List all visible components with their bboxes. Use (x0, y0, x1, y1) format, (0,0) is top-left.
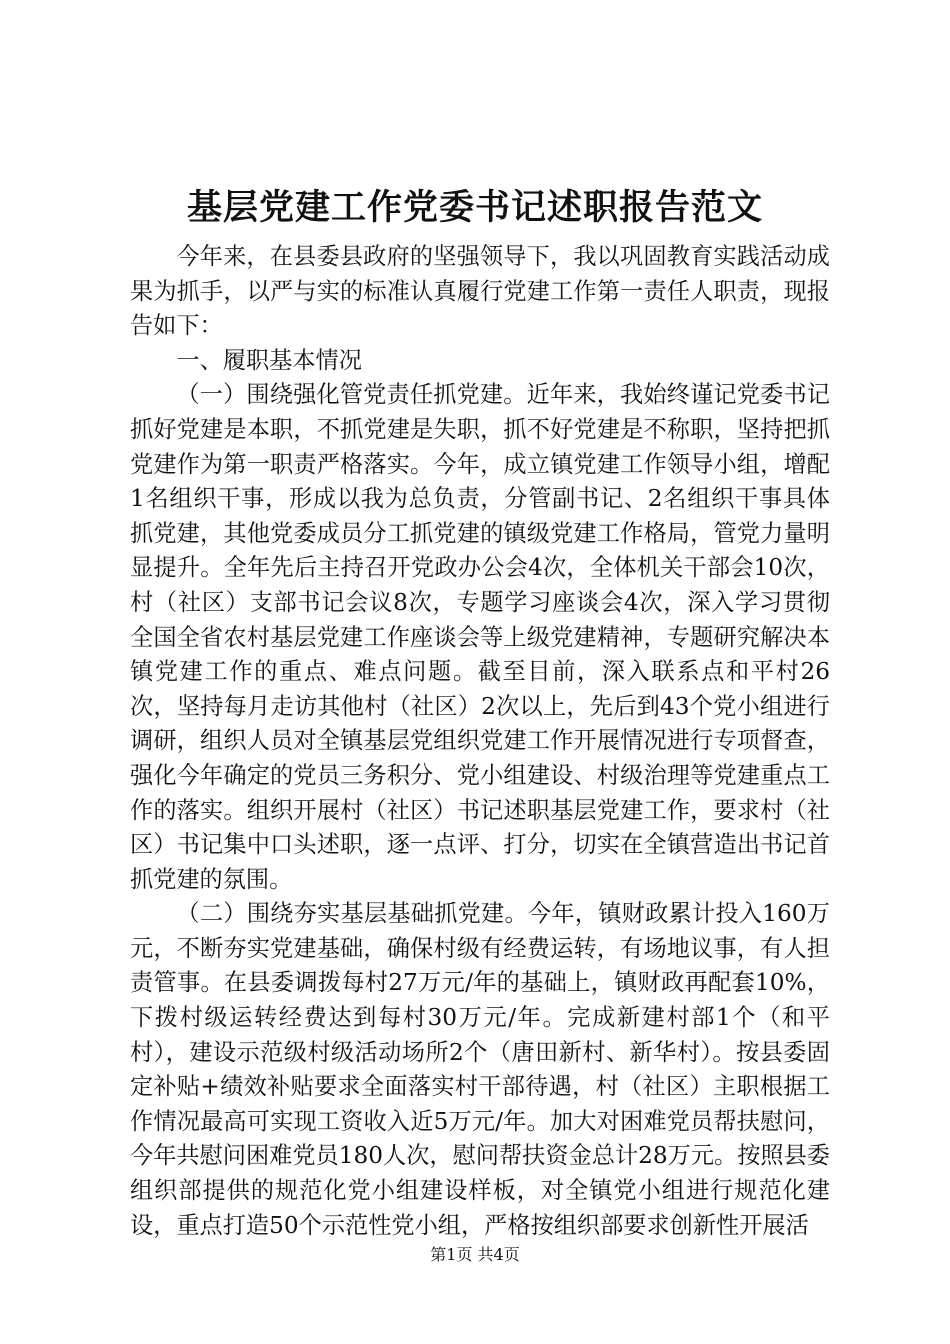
document-title: 基层党建工作党委书记述职报告范文 (186, 187, 763, 228)
document-body (130, 240, 830, 1243)
section-heading: 一、履职基本情况 (176, 346, 362, 374)
page-number: 第1页 共4页 (430, 1245, 520, 1264)
intro-paragraph: 今年来，在县委县政府的坚强领导下，我以巩固教育实践活动成果为抓手，以严与实的标准认真履行党建工作第一责任人职责，现报告如下： (130, 243, 830, 340)
body-paragraph-1: （一）围绕强化管党责任抓党建。近年来，我始终谨记党委书记抓好党建是本职，不抓党建是失职，抓不好党建是不称职，坚持把抓党建作为第一职责严格落实。今年，成立镇党建工作领导小组，增配1名组织干事，形成以我为总负责，分管副书记、2名组织干事具体抓党建，其他党委成员分工抓党建的镇级党建工作格局，管党力量明显提升。全年先后主持召开党政办公会4次，全体机关干部会10次，村（社区）支部书记会议8次，专题学习座谈会4次，深入学习贯彻全国全省农村基层党建工作座谈会等上级党建精神，专题研究解决本镇党建工作的重点、难点问题。截至目前，深入联系点和平村26次，坚持每月走访其他村（社区）2次以上，先后到43个党小组进行调研，组织人员对全镇基层党组织党建工作开展情况进行专项督查，强化今年确定的党员三务积分、党小组建设、村级治理等党建重点工作的落实。组织开展村（社区）书记述职基层党建工作，要求村（社区）书记集中口头述职，逐一点评、打分，切实在全镇营造出书记首抓党建的氛围。 (130, 381, 830, 893)
body-paragraph-2: （二）围绕夯实基层基础抓党建。今年，镇财政累计投入160万元，不断夯实党建基础，确保村级有经费运转，有场地议事，有人担责管事。在县委调拨每村27万元/年的基础上，镇财政再配套10%，下拨村级运转经费达到每村30万元/年。完成新建村部1个（和平村），建设示范级村级活动场所2个（唐田新村、新华村）。按县委固定补贴+绩效补贴要求全面落实村干部待遇，村（社区）主职根据工作情况最高可实现工资收入近5万元/年。加大对困难党员帮扶慰问，今年共慰问困难党员180人次，慰问帮扶资金总计28万元。按照县委组织部提供的规范化党小组建设样板，对全镇党小组进行规范化建设，重点打造50个示范性党小组，严格按组织部要求创新性开展活 (130, 900, 830, 1239)
